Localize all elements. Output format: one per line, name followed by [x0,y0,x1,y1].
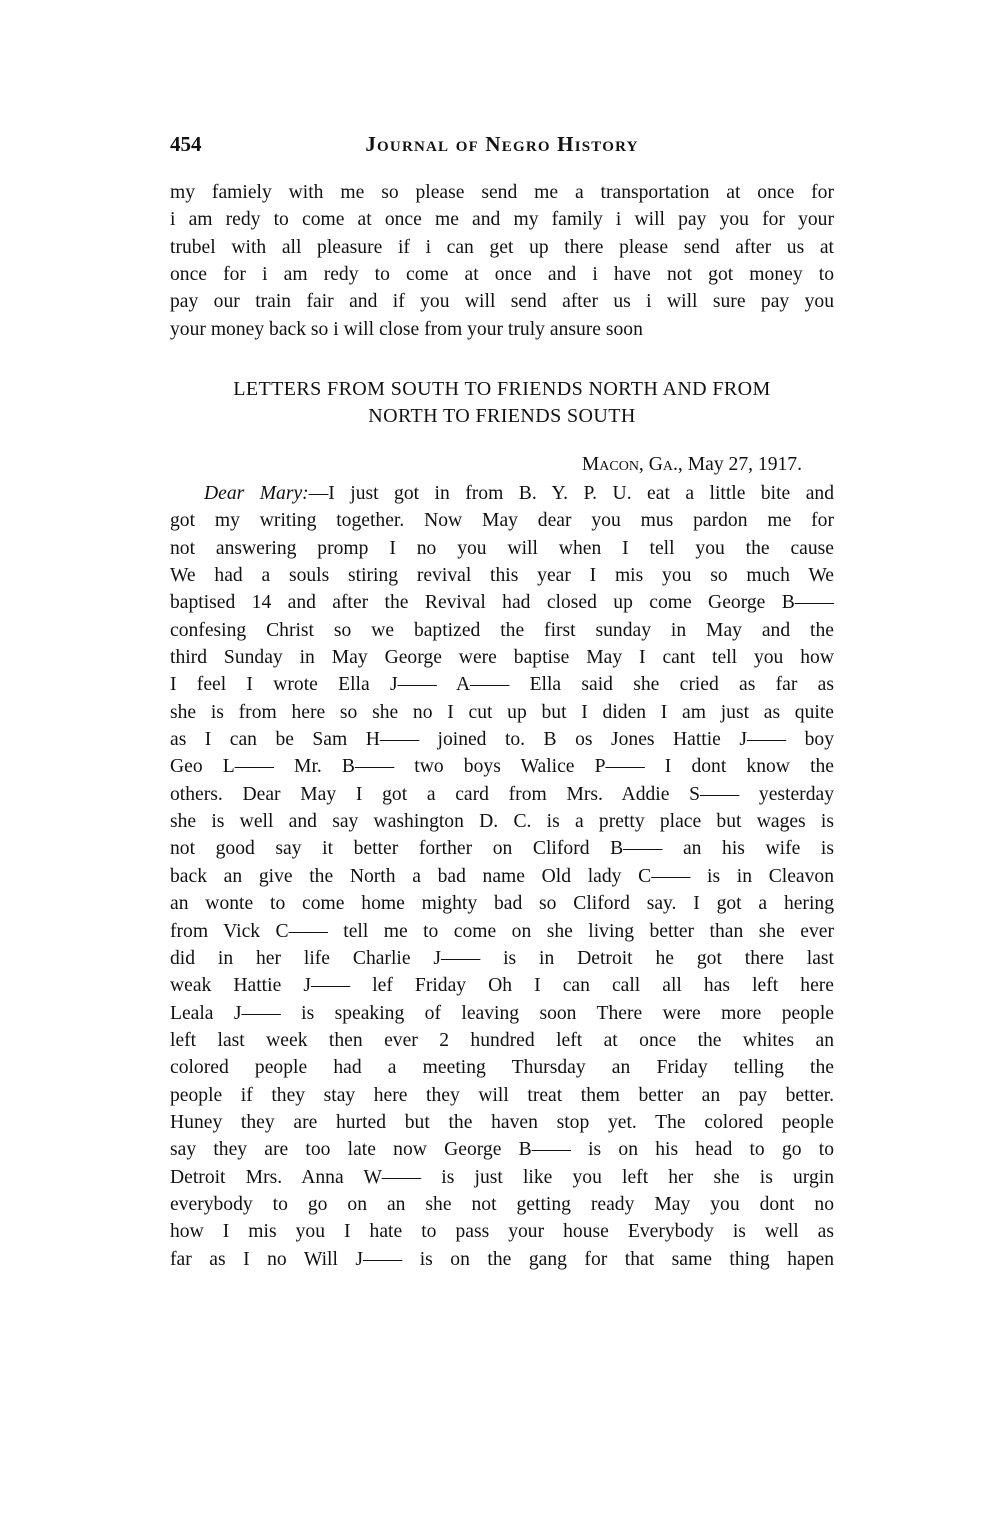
text-line: left last week then ever 2 hundred left at once the whites an [170,1029,834,1051]
section-title [170,376,834,430]
text-line: Detroit Mrs. Anna W—— is just like you left her she is urgin [170,1166,834,1188]
page-header [170,128,834,160]
first-line-text: —I just got in from B. Y. P. U. eat a little bite and [308,483,834,504]
letter-body [170,480,834,1273]
text-line: got my writing together. Now May dear you mus pardon me for [170,510,834,532]
text-line: not good say it better forther on Cliford B—— an his wife is [170,838,834,860]
text-line: others. Dear May I got a card from Mrs. Addie S—— yesterday [170,783,834,805]
text-line: back an give the North a bad name Old lady C—— is in Cleavon [170,865,834,887]
text-line: once for i am redy to come at once and i have not got money to [170,264,834,286]
text-line: how I mis you I hate to pass your house Everybody is well as [170,1221,834,1243]
text-line: my famiely with me so please send me a transportation at once for [170,182,834,203]
running-head: Journal of Negro History [365,132,639,156]
letter-dateline [170,451,802,478]
section-title-line-2: NORTH TO FRIENDS SOUTH [368,405,636,427]
text-line: Geo L—— Mr. B—— two boys Walice P—— I dont know the [170,756,834,778]
text-line: I feel I wrote Ella J—— A—— Ella said she cried as far as [170,674,834,696]
text-line: as I can be Sam H—— joined to. B os Jones Hattie J—— boy [170,729,834,751]
section-title-line-1: LETTERS FROM SOUTH TO FRIENDS NORTH AND FROM [233,378,771,400]
text-line: not answering promp I no you will when I tell you the cause [170,537,834,559]
text-line: pay our train fair and if you will send after us i will sure pay you [170,291,834,313]
text-line: confesing Christ so we baptized the first sunday in May and the [170,619,834,641]
dateline-place: Macon, Ga., [581,454,683,475]
text-line: an wonte to come home mighty bad so Cliford say. I got a hering [170,893,834,915]
text-line: from Vick C—— tell me to come on she living better than she ever [170,920,834,942]
salutation: Dear Mary: [204,483,309,504]
text-line: weak Hattie J—— lef Friday Oh I can call all has left here [170,975,834,997]
text-line: did in her life Charlie J—— is in Detroit he got there last [170,947,834,969]
text-line: she is well and say washington D. C. is a pretty place but wages is [170,811,834,833]
letter-first-line [170,480,834,507]
text-line: people if they stay here they will treat them better an pay better. [170,1084,834,1106]
text-line: i am redy to come at once me and my family i will pay you for your [170,209,834,231]
text-line: We had a souls stiring revival this year I mis you so much We [170,565,834,587]
text-line: Huney they are hurted but the haven stop yet. The colored people [170,1111,834,1133]
text-line: she is from here so she no I cut up but I diden I am just as quite [170,701,834,723]
dateline-date: May 27, 1917. [687,454,802,475]
text-line: everybody to go on an she not getting ready May you dont no [170,1193,834,1215]
text-line: say they are too late now George B—— is on his head to go to [170,1139,834,1161]
text-line: trubel with all pleasure if i can get up there please send after us at [170,236,834,258]
page-number: 454 [170,132,202,156]
text-line: third Sunday in May George were baptise May I cant tell you how [170,647,834,669]
text-line: your money back so i will close from your truly ansure soon [170,318,643,340]
text-line: far as I no Will J—— is on the gang for that same thing hapen [170,1248,834,1270]
text-line: Leala J—— is speaking of leaving soon There were more people [170,1002,834,1024]
continued-letter-text [170,179,834,343]
text-line: colored people had a meeting Thursday an Friday telling the [170,1057,834,1079]
text-line: baptised 14 and after the Revival had closed up come George B—— [170,592,834,614]
